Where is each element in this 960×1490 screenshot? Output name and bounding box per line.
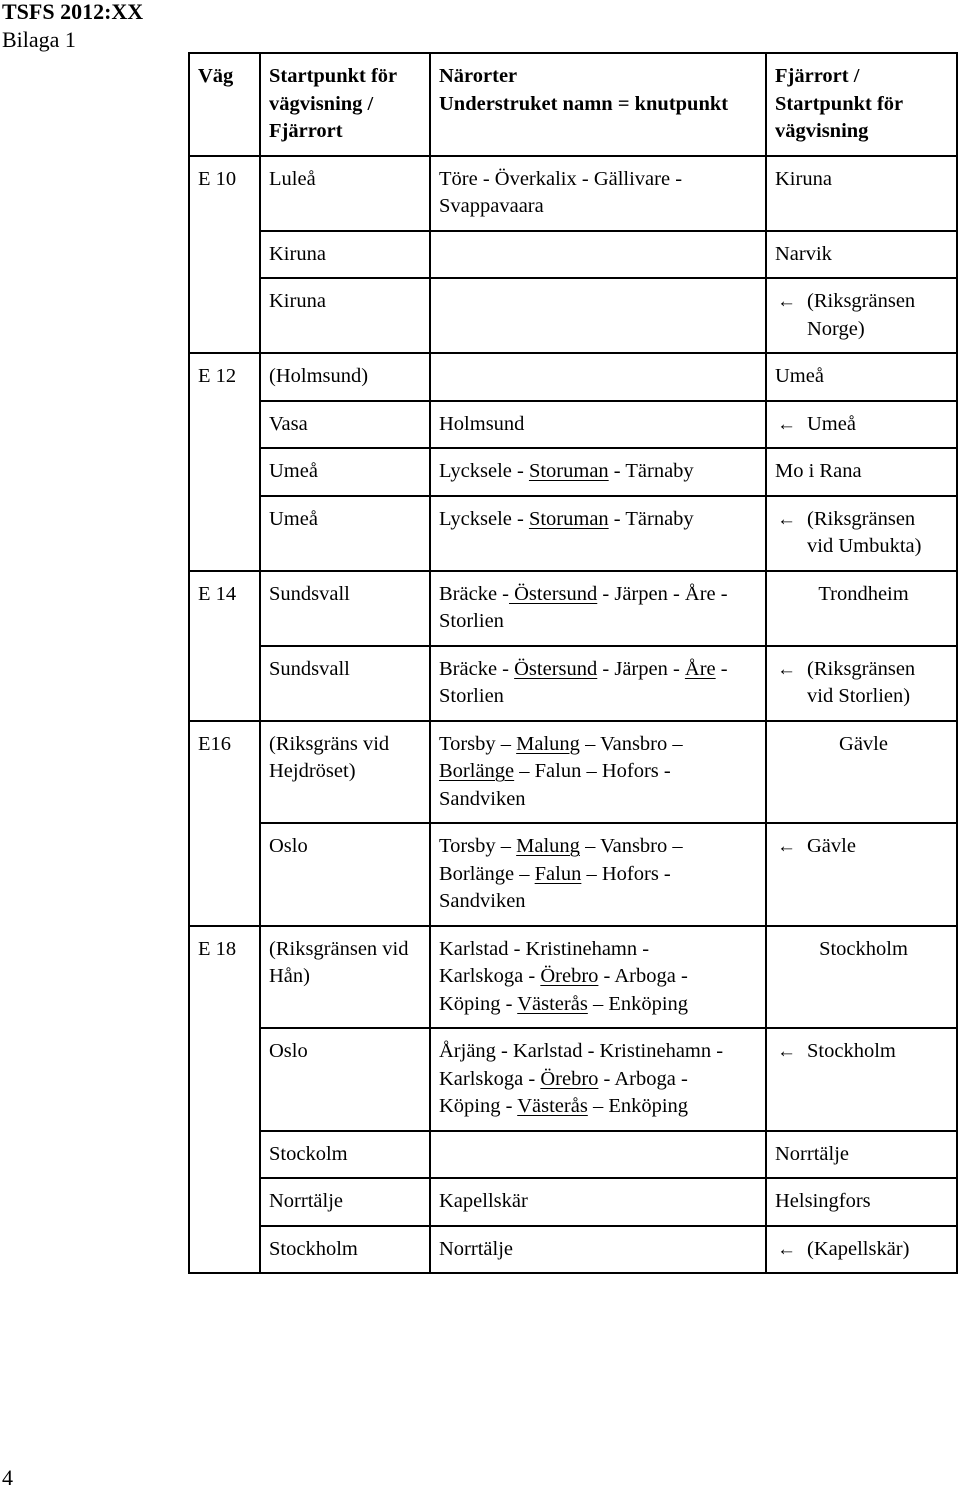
near-text: Karlskoga -	[439, 1067, 541, 1090]
table-row	[189, 926, 957, 1029]
start-cell: Umeå	[260, 448, 430, 496]
near-cell	[430, 278, 766, 353]
dest-cell	[766, 823, 957, 926]
near-cell: Kapellskär	[430, 1178, 766, 1226]
start-text: Hejdröset)	[269, 760, 356, 782]
road-cell	[189, 823, 260, 926]
junction-name: Malung	[516, 732, 580, 755]
dest-cell	[766, 278, 957, 353]
near-text: Borlänge –	[439, 862, 535, 885]
dest-text: Stockholm	[807, 1040, 896, 1062]
table-row	[189, 1226, 957, 1274]
near-text: Årjäng - Karlstad - Kristinehamn -	[439, 1040, 724, 1062]
table-row	[189, 823, 957, 926]
near-text: Svappavaara	[439, 195, 544, 217]
road-cell	[189, 231, 260, 279]
dest-text: (Riksgränsen	[807, 290, 916, 312]
junction-name: Storuman	[528, 460, 609, 482]
start-cell: Umeå	[260, 496, 430, 571]
near-text: Torsby –	[439, 732, 517, 755]
road-signage-table	[188, 52, 958, 1274]
junction-name: Malung	[516, 835, 580, 857]
near-text: Torsby –	[439, 835, 517, 857]
near-text: - Arboga -	[598, 965, 688, 987]
dest-cell	[766, 1226, 957, 1274]
near-cell	[430, 231, 766, 279]
near-cell	[430, 1028, 766, 1131]
near-cell	[430, 721, 766, 824]
road-cell	[189, 1178, 260, 1226]
near-cell: Norrtälje	[430, 1226, 766, 1274]
start-text: (Riksgränsen vid	[269, 937, 409, 960]
junction-name: Falun	[534, 862, 582, 885]
road-cell	[189, 278, 260, 353]
dest-cell: Kiruna	[766, 156, 957, 231]
near-text: Sandviken	[439, 890, 526, 912]
near-text: Köping -	[439, 992, 518, 1015]
near-text: Bräcke -	[439, 582, 509, 605]
dest-cell: Gävle	[766, 721, 957, 824]
road-cell	[189, 646, 260, 721]
dest-text: Umeå	[807, 412, 856, 435]
near-text: Lycksele -	[439, 460, 529, 482]
near-text: – Enköping	[587, 992, 689, 1015]
start-cell: Stockholm	[260, 1226, 430, 1274]
start-cell: Vasa	[260, 401, 430, 449]
table-row	[189, 1131, 957, 1179]
near-cell	[430, 448, 766, 496]
road-cell	[189, 1028, 260, 1131]
arrow-left-icon: ←	[777, 836, 796, 857]
near-cell	[430, 353, 766, 401]
start-cell: Luleå	[260, 156, 430, 231]
table-row	[189, 1028, 957, 1131]
near-text: – Vansbro –	[579, 732, 683, 755]
junction-name: Västerås	[517, 1095, 588, 1117]
start-cell	[260, 721, 430, 824]
start-text: Hån)	[269, 965, 310, 987]
near-cell	[430, 1131, 766, 1179]
header-road: Väg	[189, 53, 260, 156]
table-row	[189, 721, 957, 824]
table-row	[189, 231, 957, 279]
near-text: Köping -	[439, 1095, 518, 1117]
near-cell	[430, 571, 766, 646]
road-cell: E 10	[189, 156, 260, 231]
road-cell	[189, 448, 260, 496]
start-cell: Kiruna	[260, 231, 430, 279]
start-cell: Sundsvall	[260, 571, 430, 646]
start-text: (Riksgräns vid	[269, 732, 390, 755]
road-cell	[189, 1226, 260, 1274]
header-dest: Fjärrort / Startpunkt för vägvisning	[766, 53, 957, 156]
table-row	[189, 571, 957, 646]
arrow-left-icon: ←	[777, 508, 796, 530]
dest-cell	[766, 401, 957, 449]
near-text: Storlien	[439, 685, 504, 707]
start-cell: Oslo	[260, 823, 430, 926]
arrow-left-icon: ←	[777, 1238, 796, 1260]
dest-cell: Helsingfors	[766, 1178, 957, 1226]
dest-cell: Mo i Rana	[766, 448, 957, 496]
page-number: 4	[2, 1465, 13, 1490]
dest-cell: Umeå	[766, 353, 957, 401]
document-code: TSFS 2012:XX	[2, 0, 144, 24]
near-text: - Arboga -	[598, 1067, 688, 1090]
header-near-line1: Närorter	[439, 65, 518, 87]
near-text: - Järpen -	[597, 657, 685, 680]
near-text: Töre - Överkalix - Gällivare -	[439, 167, 683, 190]
start-cell	[260, 926, 430, 1029]
dest-cell	[766, 1028, 957, 1131]
near-text: Lycksele -	[439, 507, 529, 530]
junction-name: Borlänge	[439, 760, 515, 782]
header-near-line2: Understruket namn = knutpunkt	[439, 92, 729, 115]
header-start: Startpunkt för vägvisning / Fjärrort	[260, 53, 430, 156]
table-row	[189, 496, 957, 571]
near-text: – Hofors -	[581, 862, 671, 885]
dest-text: vid Storlien)	[807, 685, 911, 707]
arrow-left-icon: ←	[777, 291, 796, 312]
near-cell: Holmsund	[430, 401, 766, 449]
dest-cell: Trondheim	[766, 571, 957, 646]
table-row	[189, 278, 957, 353]
start-cell: Stockolm	[260, 1131, 430, 1179]
junction-name: Åre	[684, 657, 716, 680]
near-text: Bräcke -	[439, 657, 515, 680]
dest-text: (Riksgränsen	[807, 657, 916, 680]
near-cell	[430, 823, 766, 926]
table-row	[189, 646, 957, 721]
dest-cell: Norrtälje	[766, 1131, 957, 1179]
near-text: Storlien	[439, 610, 504, 632]
near-text: - Tärnaby	[608, 460, 694, 482]
start-cell: Sundsvall	[260, 646, 430, 721]
road-cell: E 12	[189, 353, 260, 401]
road-cell: E16	[189, 721, 260, 824]
near-text: – Vansbro –	[579, 835, 683, 857]
junction-name: Örebro	[540, 965, 599, 987]
road-cell	[189, 401, 260, 449]
arrow-left-icon: ←	[777, 658, 796, 680]
dest-text: (Kapellskär)	[807, 1237, 910, 1260]
road-cell: E 14	[189, 571, 260, 646]
junction-name: Östersund	[509, 582, 598, 605]
dest-text: Norge)	[807, 317, 865, 340]
dest-cell: Narvik	[766, 231, 957, 279]
near-text: – Falun – Hofors -	[514, 760, 671, 782]
near-cell	[430, 156, 766, 231]
start-cell: (Holmsund)	[260, 353, 430, 401]
junction-name: Storuman	[528, 507, 609, 530]
start-cell: Kiruna	[260, 278, 430, 353]
table-row	[189, 156, 957, 231]
near-text: - Tärnaby	[608, 507, 694, 530]
road-cell	[189, 496, 260, 571]
near-text: - Järpen - Åre -	[597, 582, 728, 605]
near-text: Sandviken	[439, 787, 526, 810]
header-row	[189, 53, 957, 156]
arrow-left-icon: ←	[777, 413, 796, 435]
table-row	[189, 401, 957, 449]
start-cell: Norrtälje	[260, 1178, 430, 1226]
near-cell	[430, 646, 766, 721]
near-text: Karlstad - Kristinehamn -	[439, 937, 650, 960]
table-row	[189, 353, 957, 401]
arrow-left-icon: ←	[777, 1041, 796, 1062]
table-row	[189, 448, 957, 496]
road-cell	[189, 1131, 260, 1179]
junction-name: Västerås	[517, 992, 588, 1015]
table-row	[189, 1178, 957, 1226]
dest-cell: Stockholm	[766, 926, 957, 1029]
appendix-label: Bilaga 1	[2, 27, 76, 52]
junction-name: Östersund	[514, 657, 598, 680]
dest-cell	[766, 646, 957, 721]
near-text: – Enköping	[587, 1095, 689, 1117]
dest-cell	[766, 496, 957, 571]
dest-text: vid Umbukta)	[807, 535, 922, 557]
road-cell: E 18	[189, 926, 260, 1029]
near-text: Karlskoga -	[439, 965, 541, 987]
junction-name: Örebro	[540, 1067, 599, 1090]
near-cell	[430, 496, 766, 571]
near-text: -	[715, 657, 728, 680]
header-near	[430, 53, 766, 156]
dest-text: (Riksgränsen	[807, 507, 916, 530]
dest-text: Gävle	[807, 835, 856, 857]
start-cell: Oslo	[260, 1028, 430, 1131]
near-cell	[430, 926, 766, 1029]
